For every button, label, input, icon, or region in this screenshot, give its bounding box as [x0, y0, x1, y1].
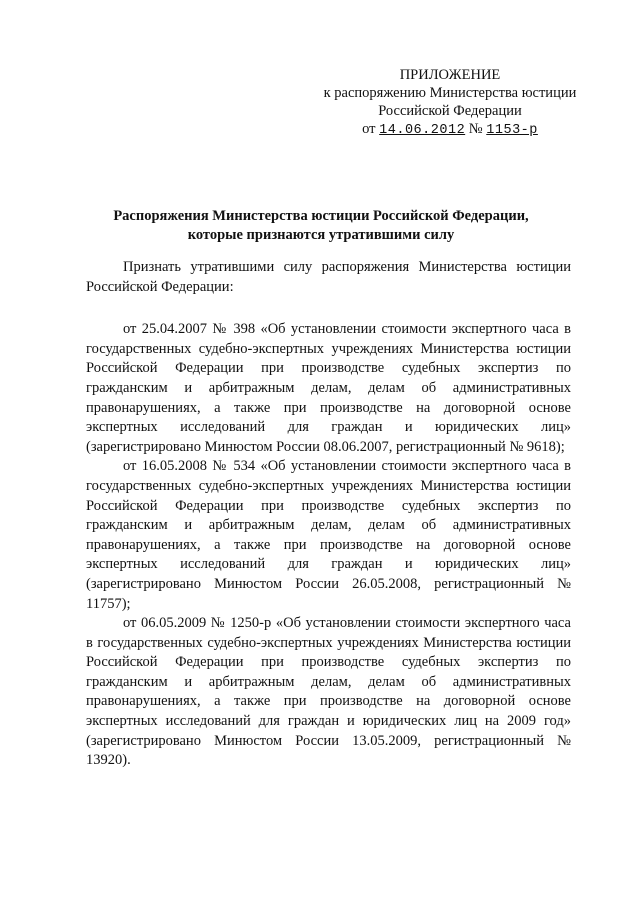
title-line-1: Распоряжения Министерства юстиции Российской Федерации,	[113, 208, 529, 224]
appendix-authority: Российской Федерации	[378, 103, 522, 119]
appendix-date-number	[300, 120, 600, 140]
appendix-header	[300, 66, 600, 140]
date-prefix: от	[362, 121, 376, 137]
order-number: 1153-р	[486, 123, 538, 138]
repealed-item-2: от 16.05.2008 № 534 «Об установлении стоимости экспертного часа в государственных судебно-экспертных учреждениях Министерства юстиции Российской Федерации при производстве судебных экспертиз по гражданским и арбитражным делам, делам об административных правонарушениях, а также при производстве на договорной основе экспертных исследований для граждан и юридических лиц» (зарегистрировано Минюстом России 26.05.2008, регистрационный № 11757);	[86, 458, 571, 612]
repealed-item-1: от 25.04.2007 № 398 «Об установлении стоимости экспертного часа в государственных судебно-экспертных учреждениях Министерства юстиции Российской Федерации при производстве судебных экспертиз по гражданским и арбитражным делам, делам об административных правонарушениях, а также при производстве на договорной основе экспертных исследований для граждан и юридических лиц» (зарегистрировано Минюстом России 08.06.2007, регистрационный № 9618);	[86, 321, 571, 455]
number-sign: №	[468, 121, 483, 137]
intro-paragraph: Признать утратившими силу распоряжения Министерства юстиции Российской Федерации:	[86, 259, 571, 295]
document-body	[86, 258, 571, 771]
repealed-item-3: от 06.05.2009 № 1250-р «Об установлении стоимости экспертного часа в государственных судебно-экспертных учреждениях Министерства юстиции Российской Федерации при производстве судебных экспертиз по гражданским и арбитражным делам, делам об административных правонарушениях, а также при производстве на договорной основе экспертных исследований для граждан и юридических лиц на 2009 год» (зарегистрировано Минюстом России 13.05.2009, регистрационный № 13920).	[86, 615, 571, 769]
document-title	[86, 207, 556, 245]
order-date: 14.06.2012	[379, 123, 466, 138]
appendix-title: ПРИЛОЖЕНИЕ	[399, 67, 501, 83]
appendix-reference: к распоряжению Министерства юстиции	[323, 85, 577, 101]
title-line-2: которые признаются утратившими силу	[187, 227, 455, 243]
